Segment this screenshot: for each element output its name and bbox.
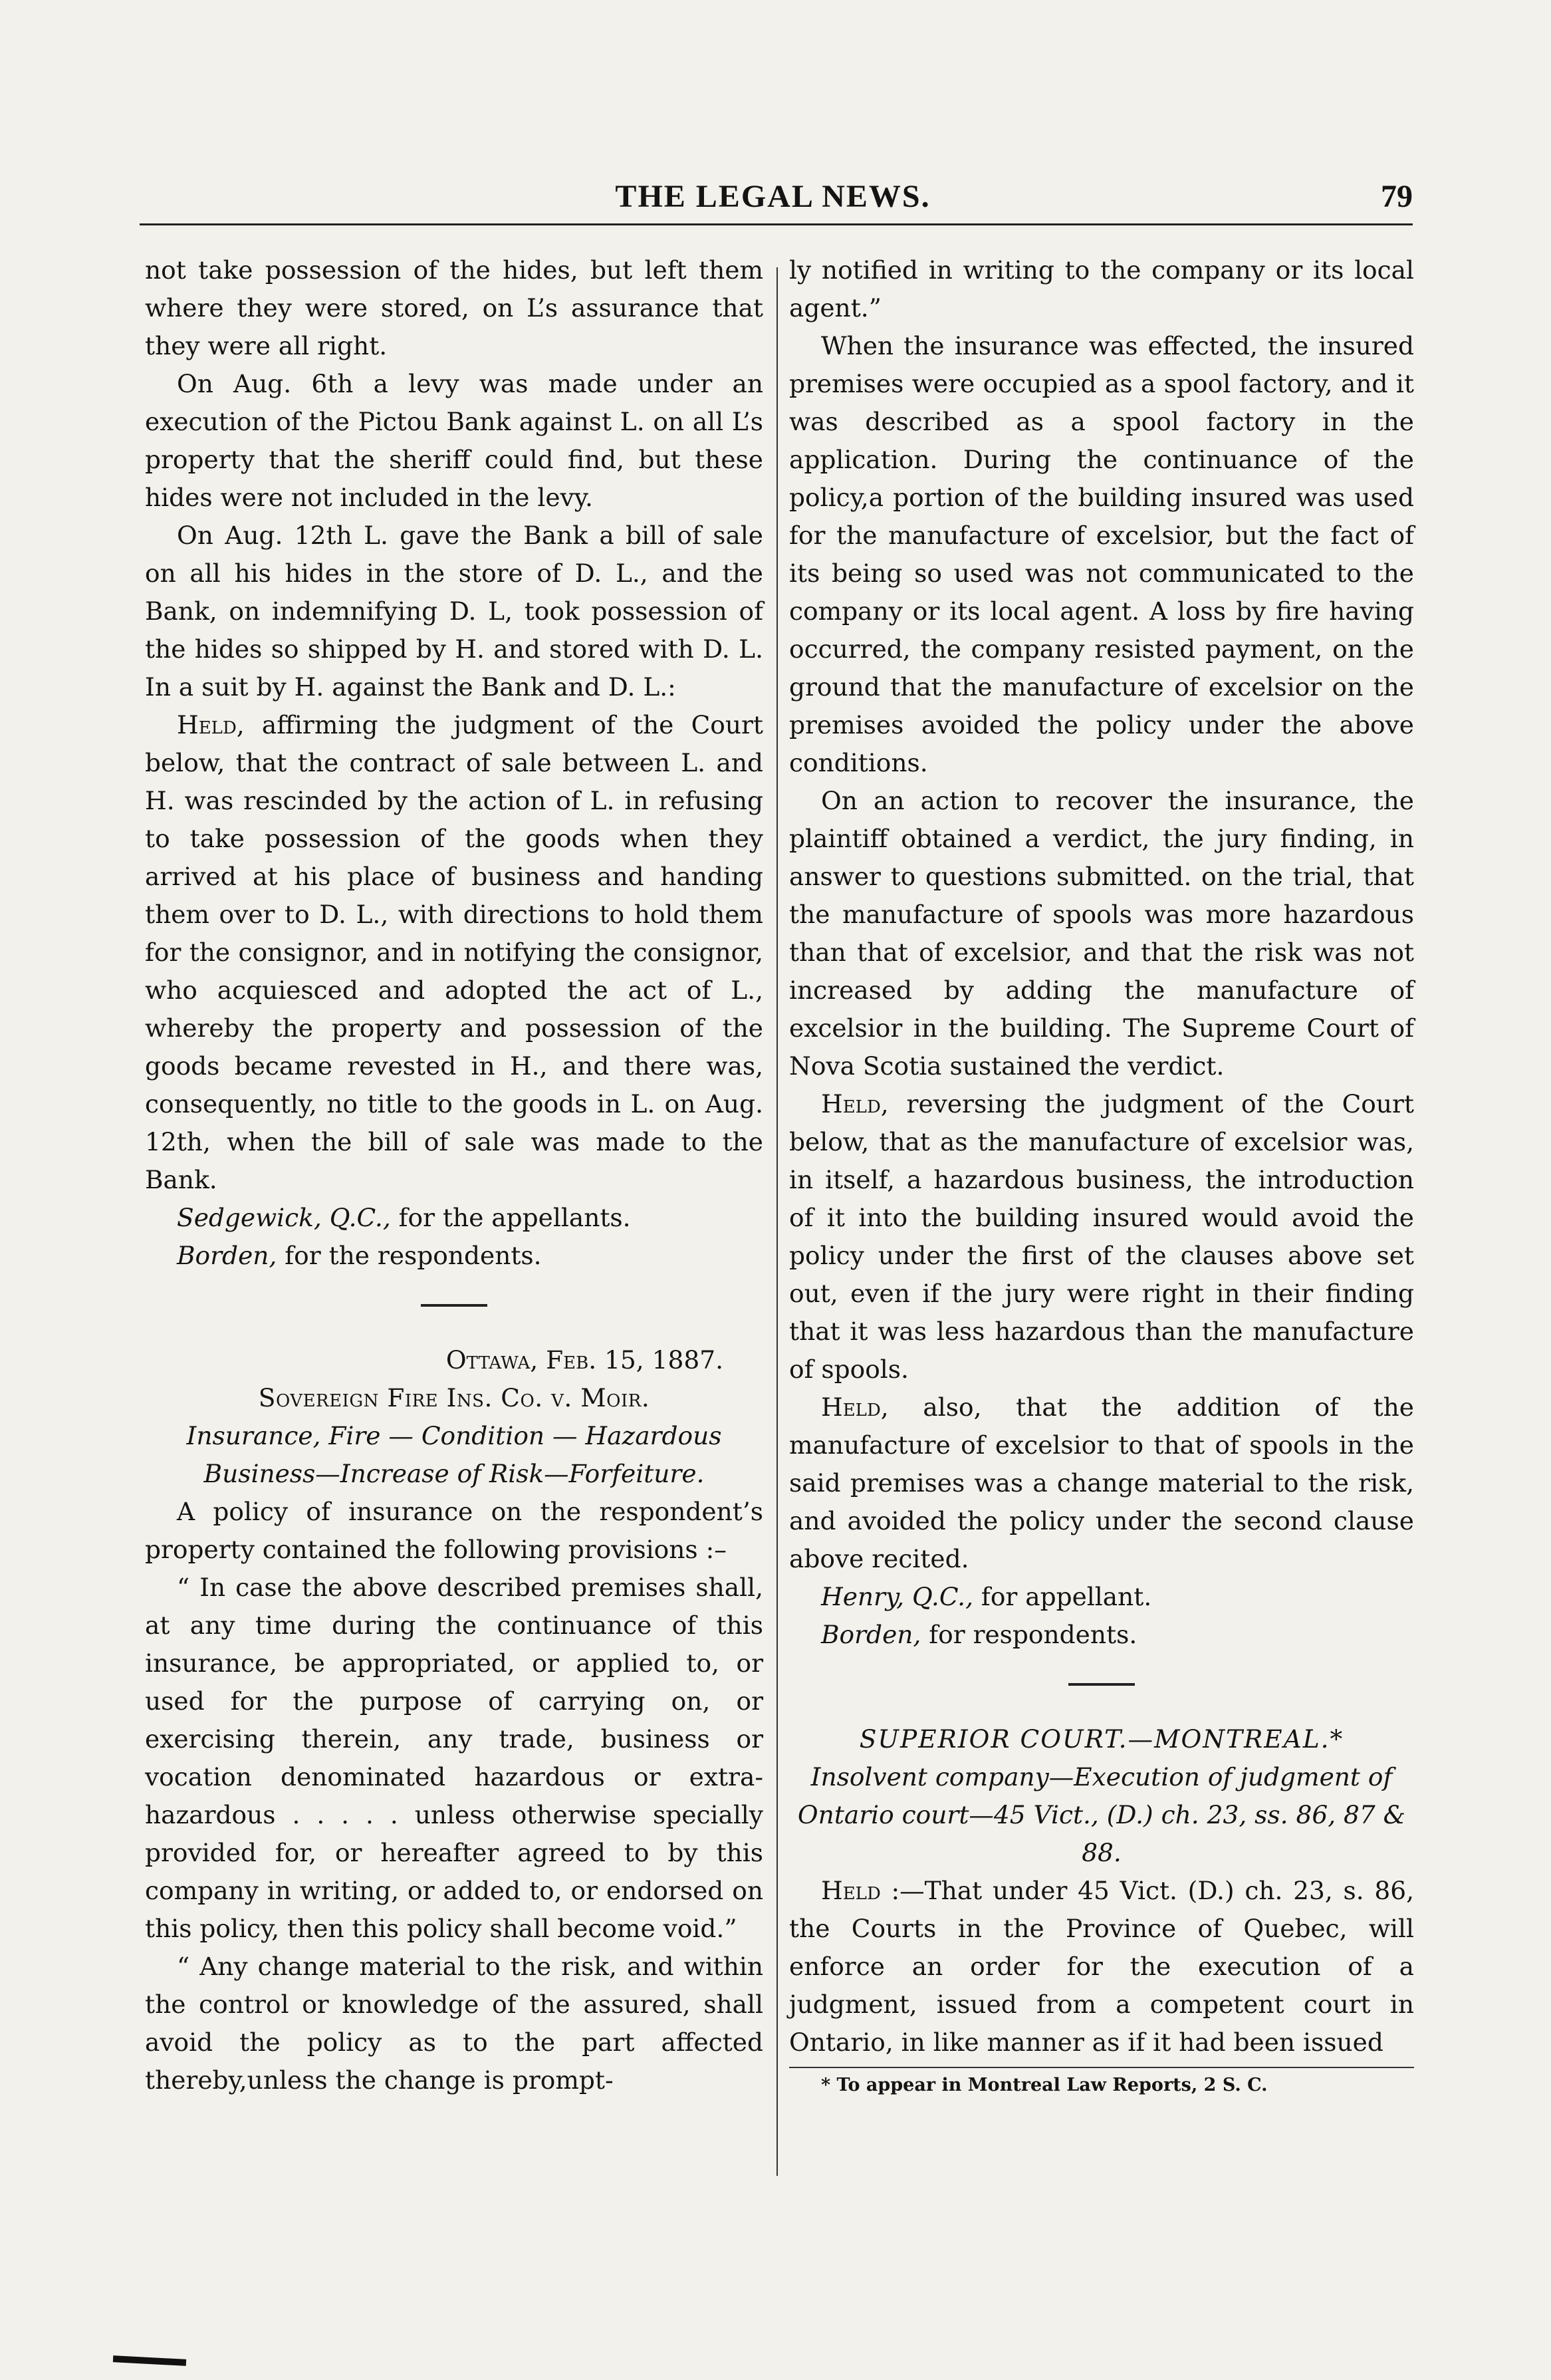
- paragraph: On Aug. 6th a levy was made under an execution of the Pictou Bank against L. on all L’s property that the sheriff could find, but these hides were not included in the levy.: [145, 369, 763, 512]
- footnote-rule: [789, 2067, 1414, 2068]
- counsel-line: [789, 1616, 1414, 1654]
- paragraph: When the insurance was effected, the insured premises were occupied as a spool factory, and it was described as a spool factory in the application. During the continuance of the policy,a portion of the building insured was used for the manufacture of excelsior, but the fact of its being so used was not communicated to the company or its local agent. A loss by fire having occurred, the company resisted payment, on the ground that the manufacture of excelsior on the premises avoided the policy under the above conditions.: [789, 331, 1414, 777]
- held-paragraph: [145, 706, 763, 1199]
- section-rule: [421, 1304, 487, 1307]
- section-rule: [1068, 1683, 1135, 1686]
- column-divider: [776, 267, 778, 2176]
- paragraph: “ In case the above described premises shall, at any time during the continuance of this insurance, be appropriated, or applied to, or used for the purpose of carrying on, or exercising therein, any trade, business or vocation denominated hazardous or extra-hazardous . . . . . unless otherwise specially provided for, or hereafter agreed to by this company in writing, or added to, or endorsed on this policy, then this policy shall become void.”: [145, 1573, 763, 1943]
- footnote: * To appear in Montreal Law Reports, 2 S. C.: [821, 2075, 1268, 2095]
- held-text: affirming the judgment of the Court below, that the contract of sale between L. and H. was rescinded by the action of L. in refusing to take possession of the goods when they arrived at his place of business and handing them over to D. L., with directions to hold them for the consignor, and in notifying the consignor, who acquiesced and adopted the act of L., whereby the property and possession of the goods became revested in H., and there was, consequently, no title to the goods in L. on Aug. 12th, when the bill of sale was made to the Bank.: [145, 710, 763, 1194]
- counsel-role: for the respondents.: [277, 1241, 542, 1270]
- counsel-role: for the appellants.: [390, 1203, 631, 1232]
- paragraph: A policy of insurance on the respondent’s property contained the following provisions :–: [145, 1497, 763, 1564]
- held-label: Held: [821, 1876, 881, 1905]
- counsel-role: for appellant.: [973, 1582, 1152, 1611]
- held-paragraph: [789, 1872, 1414, 2061]
- counsel-line: [789, 1578, 1414, 1616]
- journal-title: THE LEGAL NEWS.: [615, 179, 931, 214]
- counsel-line: [145, 1237, 763, 1275]
- scan-mark: [113, 2355, 186, 2366]
- held-paragraph: [789, 1085, 1414, 1388]
- counsel-role: for respondents.: [921, 1620, 1137, 1649]
- held-text: reversing the judgment of the Court below, that as the manufacture of excelsior was, in itself, a hazardous business, the introduction of it into the building insured would avoid the policy under the first of the clauses above set out, even if the jury were right in their finding that it was less hazardous than the manufacture of spools.: [789, 1089, 1414, 1384]
- left-column: [145, 251, 763, 2099]
- right-column: [789, 251, 1414, 2099]
- paragraph: “ Any change material to the risk, and within the control or knowledge of the assured, shall avoid the policy as to the part affected thereby,unless the change is prompt-: [145, 1952, 763, 2095]
- held-paragraph: [789, 1388, 1414, 1578]
- case-title: Sovereign Fire Ins. Co. v. Moir.: [258, 1383, 650, 1412]
- counsel-name: Borden,: [821, 1620, 921, 1649]
- paragraph: On Aug. 12th L. gave the Bank a bill of sale on all his hides in the store of D. L., and the Bank, on indemnifying D. L, took possession of the hides so shipped by H. and stored with D. L. In a suit by H. against the Bank and D. L.:: [145, 521, 763, 702]
- header-rule: [140, 223, 1413, 225]
- held-text: also, that the addition of the manufacture of excelsior to that of spools in the said premises was a change material to the risk, and avoided the policy under the second clause above recited.: [789, 1392, 1414, 1573]
- headnote: Insurance, Fire — Condition — Hazardous Business—Increase of Risk—Forfeiture.: [186, 1421, 722, 1488]
- headnote: Insolvent company—Execution of judgment of Ontario court—45 Vict., (D.) ch. 23, ss. 86, 87 & 88.: [797, 1762, 1406, 1867]
- held-label: Held,: [177, 710, 245, 739]
- section-title: SUPERIOR COURT.—MONTREAL.*: [859, 1724, 1344, 1754]
- counsel-name: Henry, Q.C.,: [821, 1582, 974, 1611]
- counsel-line: [145, 1199, 763, 1237]
- held-label: Held,: [821, 1089, 889, 1119]
- counsel-name: Borden,: [177, 1241, 277, 1270]
- held-label: Held,: [821, 1392, 889, 1422]
- held-text: :—That under 45 Vict. (D.) ch. 23, s. 86, the Courts in the Province of Quebec, will enforce an order for the execution of a judgment, issued from a competent court in Ontario, in like manner as if it had been issued: [789, 1876, 1414, 2057]
- paragraph: not take possession of the hides, but left them where they were stored, on L’s assurance that they were all right.: [145, 255, 763, 360]
- dateline: Ottawa, Feb. 15, 1887.: [445, 1345, 723, 1375]
- paragraph: On an action to recover the insurance, the plaintiff obtained a verdict, the jury finding, in answer to questions submitted. on the trial, that the manufacture of spools was more hazardous than that of excelsior, and that the risk was not increased by adding the manufacture of excelsior in the building. The Supreme Court of Nova Scotia sustained the verdict.: [789, 786, 1414, 1081]
- counsel-name: Sedgewick, Q.C.,: [177, 1203, 391, 1232]
- paragraph: ly notified in writing to the company or its local agent.”: [789, 255, 1414, 323]
- page-number: 79: [1381, 179, 1413, 214]
